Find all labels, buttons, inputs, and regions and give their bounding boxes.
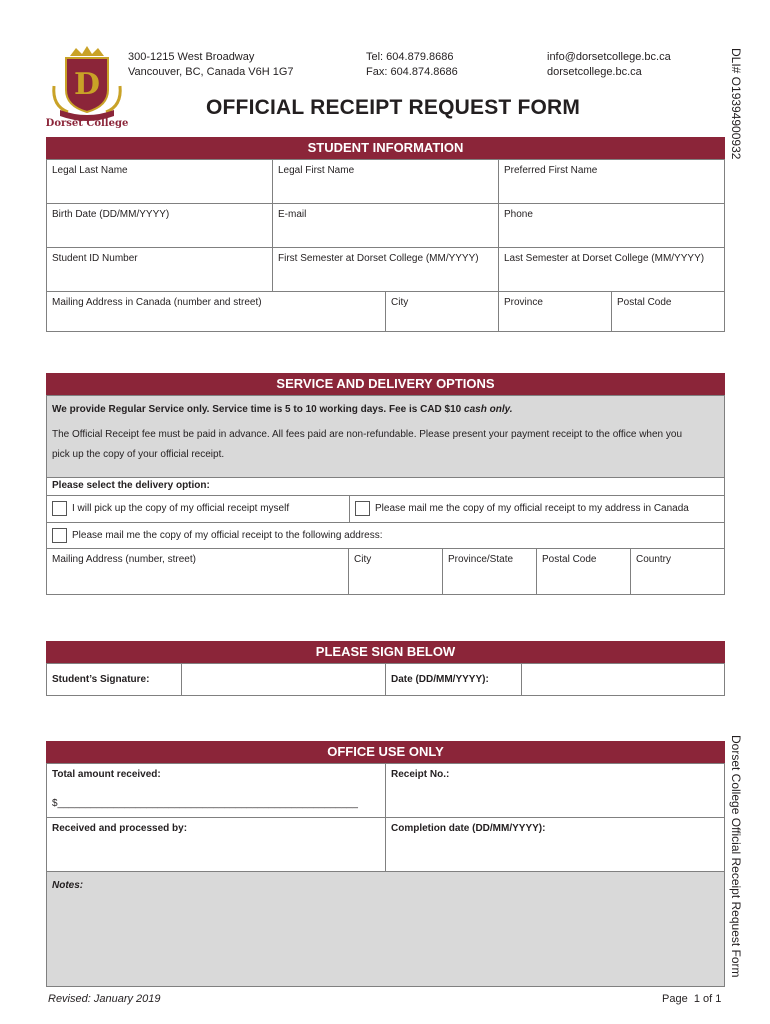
student-information-header: STUDENT INFORMATION bbox=[46, 137, 725, 159]
notes-area[interactable]: Notes: bbox=[47, 872, 724, 986]
preferred-first-name-field[interactable]: Preferred First Name bbox=[499, 160, 724, 204]
logo-text: Dorset College bbox=[45, 118, 129, 129]
fee-note: The Official Receipt fee must be paid in advance. All fees paid are non-refundable. Please present your payment receipt to the office when you pick up the copy of your official receipt. bbox=[52, 429, 683, 460]
legal-last-name-field[interactable]: Legal Last Name bbox=[47, 160, 273, 204]
completion-date-field[interactable]: Completion date (DD/MM/YYYY): bbox=[386, 818, 724, 872]
option-pickup[interactable]: I will pick up the copy of my official receipt myself bbox=[47, 496, 350, 523]
alt-mailing-address-field[interactable]: Mailing Address (number, street) bbox=[47, 549, 349, 594]
dli-number-vertical: DLI# O19394900932 bbox=[729, 48, 743, 160]
mail-other-checkbox[interactable] bbox=[52, 528, 67, 543]
sign-below-header: PLEASE SIGN BELOW bbox=[46, 641, 725, 663]
option-mail-other[interactable]: Please mail me the copy of my official receipt to the following address: bbox=[47, 523, 724, 549]
legal-first-name-field[interactable]: Legal First Name bbox=[273, 160, 499, 204]
form-title: OFFICIAL RECEIPT REQUEST FORM bbox=[206, 96, 581, 119]
alt-postal-code-field[interactable]: Postal Code bbox=[537, 549, 631, 594]
dollar-line: $______________________________________________________ bbox=[52, 798, 358, 809]
alt-province-state-field[interactable]: Province/State bbox=[443, 549, 537, 594]
office-use-header: OFFICE USE ONLY bbox=[46, 741, 725, 763]
student-information-grid bbox=[46, 159, 725, 332]
signature-grid bbox=[46, 663, 725, 696]
date-label: Date (DD/MM/YYYY): bbox=[386, 664, 522, 695]
option-mail-canada[interactable]: Please mail me the copy of my official receipt to my address in Canada bbox=[350, 496, 724, 523]
student-id-field[interactable]: Student ID Number bbox=[47, 248, 273, 292]
signature-date-input[interactable] bbox=[522, 664, 724, 695]
phone-field[interactable]: Phone bbox=[499, 204, 724, 248]
mailing-address-field[interactable]: Mailing Address in Canada (number and street) bbox=[47, 292, 386, 331]
svg-text:D: D bbox=[73, 67, 101, 102]
tel-text: Tel: 604.879.8686 bbox=[366, 51, 454, 63]
email-field[interactable]: E-mail bbox=[273, 204, 499, 248]
contact-block bbox=[547, 50, 671, 80]
page-number: Page 1 of 1 bbox=[662, 993, 722, 1005]
service-delivery-grid bbox=[46, 395, 725, 595]
phone-block bbox=[366, 50, 458, 80]
student-signature-input[interactable] bbox=[182, 664, 386, 695]
student-signature-label: Student’s Signature: bbox=[47, 664, 182, 695]
revised-date: Revised: January 2019 bbox=[48, 993, 161, 1005]
postal-code-field[interactable]: Postal Code bbox=[617, 297, 672, 308]
email-text: info@dorsetcollege.bc.ca bbox=[547, 51, 671, 63]
province-field[interactable]: Province bbox=[499, 292, 612, 331]
office-use-grid bbox=[46, 763, 725, 987]
service-info-box bbox=[47, 396, 724, 478]
select-option-label: Please select the delivery option: bbox=[47, 478, 724, 496]
birth-date-field[interactable]: Birth Date (DD/MM/YYYY) bbox=[47, 204, 273, 248]
pickup-checkbox[interactable] bbox=[52, 501, 67, 516]
address-block bbox=[128, 50, 294, 80]
last-semester-field[interactable]: Last Semester at Dorset College (MM/YYYY) bbox=[499, 248, 724, 292]
service-delivery-header: SERVICE AND DELIVERY OPTIONS bbox=[46, 373, 725, 395]
regular-service-text: We provide Regular Service only. Service time is 5 to 10 working days. Fee is CAD $10 cash only. bbox=[52, 404, 513, 415]
receipt-no-field[interactable]: Receipt No.: bbox=[386, 764, 724, 818]
mail-canada-checkbox[interactable] bbox=[355, 501, 370, 516]
address-line-1: 300-1215 West Broadway bbox=[128, 51, 255, 63]
alt-country-field[interactable]: Country bbox=[636, 554, 672, 565]
fax-text: Fax: 604.874.8686 bbox=[366, 66, 458, 78]
website-text: dorsetcollege.bc.ca bbox=[547, 66, 642, 78]
city-field[interactable]: City bbox=[386, 292, 499, 331]
alt-city-field[interactable]: City bbox=[349, 549, 443, 594]
received-by-field[interactable]: Received and processed by: bbox=[47, 818, 386, 872]
side-form-title-vertical: Dorset College Official Receipt Request Form bbox=[729, 735, 743, 978]
total-amount-label: Total amount received: bbox=[52, 769, 161, 780]
first-semester-field[interactable]: First Semester at Dorset College (MM/YYYY) bbox=[273, 248, 499, 292]
total-amount-field[interactable] bbox=[47, 764, 386, 818]
address-line-2: Vancouver, BC, Canada V6H 1G7 bbox=[128, 66, 294, 78]
